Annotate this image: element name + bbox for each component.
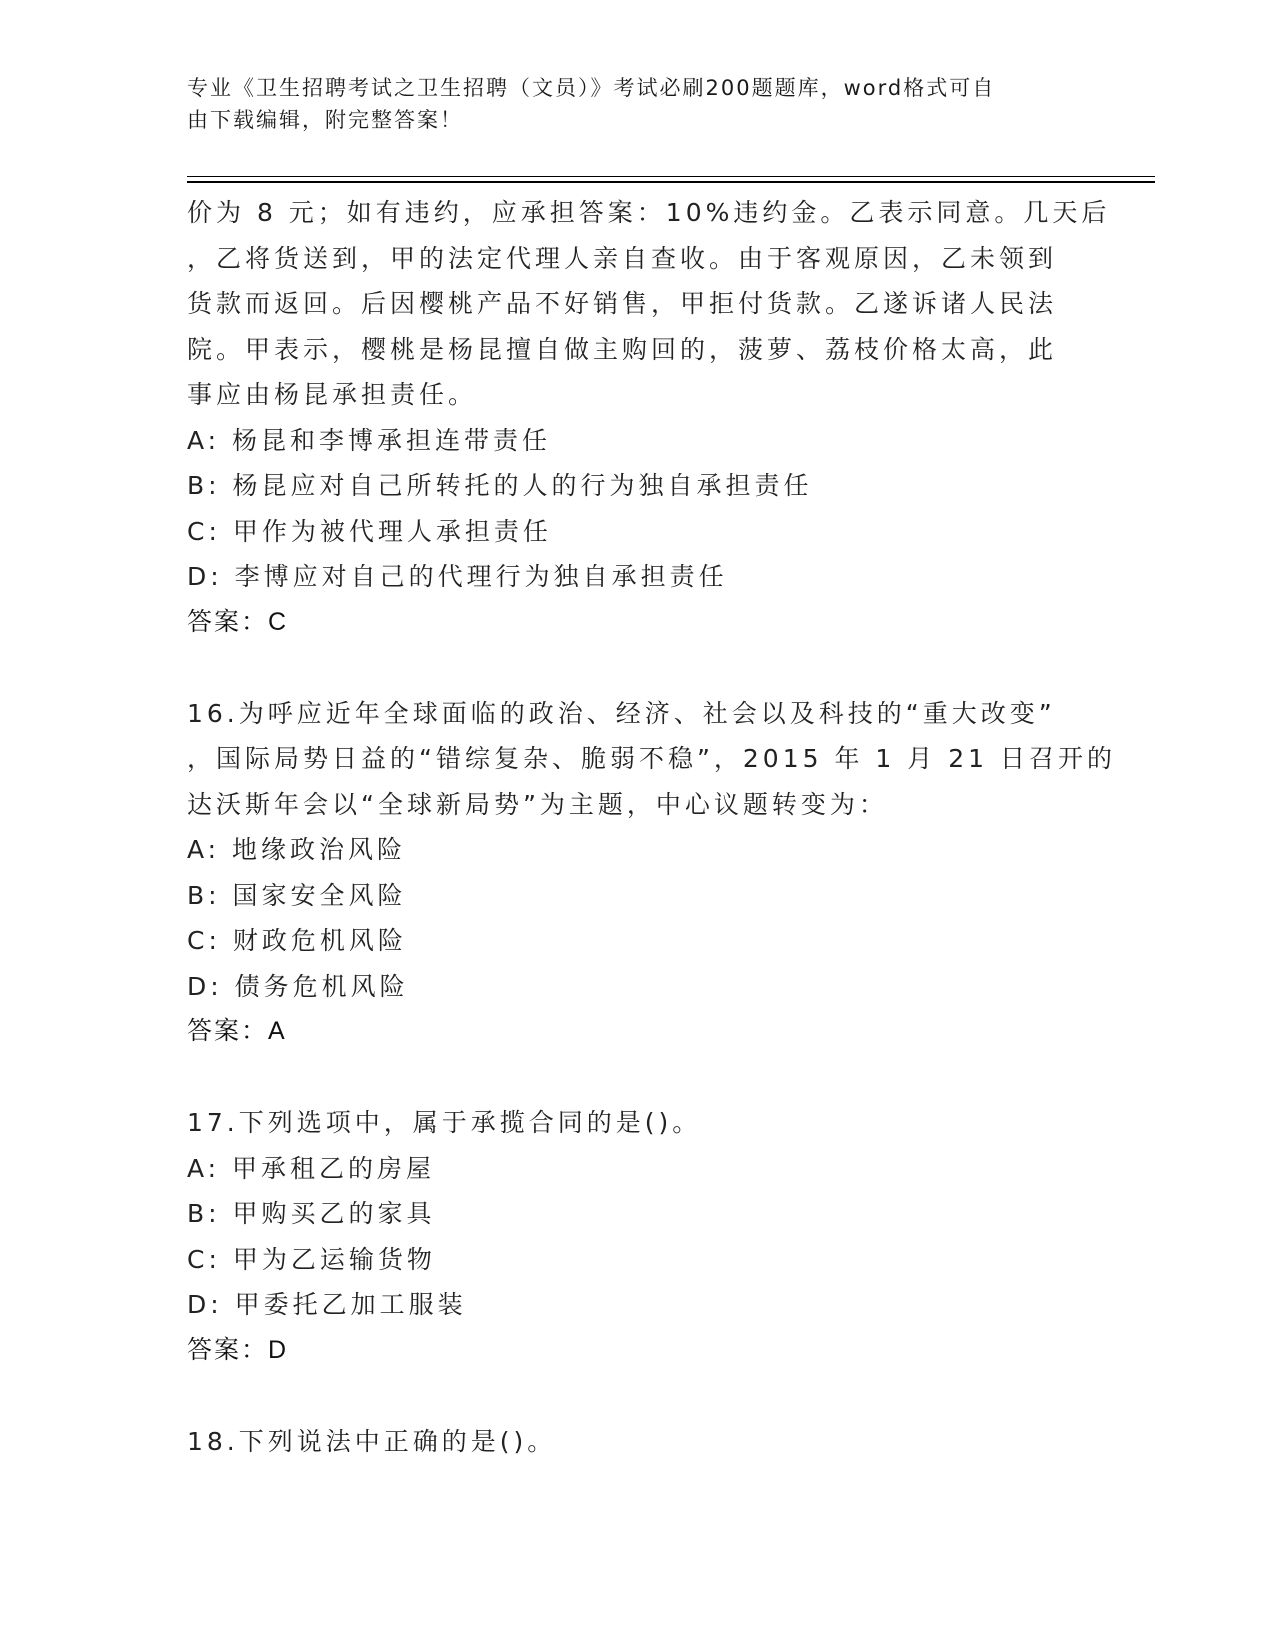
- question-content: [187, 190, 1116, 1464]
- option-d: D: 李博应对自己的代理行为独自承担责任: [187, 562, 728, 591]
- question-text-line: 达沃斯年会以“全球新局势”为主题，中心议题转变为：: [187, 789, 888, 819]
- question-17: [187, 1100, 1087, 1373]
- question-text-line: 17.下列选项中，属于承揽合同的是()。: [187, 1108, 702, 1137]
- option-c: C: 财政危机风险: [187, 926, 407, 955]
- question-text-line: 价为 8 元；如有违约，应承担答案：10%违约金。乙表示同意。几天后: [187, 198, 1111, 227]
- document-header: [187, 72, 1067, 136]
- question-text-line: 货款而返回。后因樱桃产品不好销售，甲拒付货款。乙遂诉诸人民法: [187, 289, 1058, 318]
- option-c: C: 甲作为被代理人承担责任: [187, 516, 552, 546]
- question-text-line: ，国际局势日益的“错综复杂、脆弱不稳”，2015 年 1 月 21 日召开的: [187, 744, 1116, 773]
- option-b: B: 杨昆应对自己所转托的人的行为独自承担责任: [187, 471, 813, 500]
- answer-line: 答案：A: [187, 1017, 287, 1045]
- header-rule-thick: [187, 181, 1155, 183]
- question-text-line: ，乙将货送到，甲的法定代理人亲自查收。由于客观原因，乙未领到: [187, 243, 1058, 273]
- header-line-1: 专业《卫生招聘考试之卫生招聘（文员）》考试必刷200题题库，word格式可自: [187, 76, 996, 100]
- header-line-2: 由下载编辑，附完整答案！: [187, 108, 463, 132]
- option-d: D: 甲委托乙加工服装: [187, 1290, 467, 1319]
- spacer: [187, 1055, 1087, 1101]
- option-d: D: 债务危机风险: [187, 971, 409, 1001]
- question-18: [187, 1419, 1087, 1465]
- answer-line: 答案：D: [187, 1335, 289, 1364]
- option-a: A: 甲承租乙的房屋: [187, 1153, 436, 1183]
- option-b: B: 国家安全风险: [187, 880, 407, 910]
- question-16: [187, 691, 1116, 1055]
- option-a: A: 杨昆和李博承担连带责任: [187, 425, 552, 455]
- spacer: [187, 645, 1087, 691]
- option-c: C: 甲为乙运输货物: [187, 1244, 436, 1274]
- question-text-line: 院。甲表示，樱桃是杨昆擅自做主购回的，菠萝、荔枝价格太高，此: [187, 334, 1058, 364]
- question-text-line: 事应由杨昆承担责任。: [187, 380, 478, 409]
- spacer: [187, 1373, 1087, 1419]
- option-a: A: 地缘政治风险: [187, 835, 407, 864]
- question-text-line: 16.为呼应近年全球面临的政治、经济、社会以及科技的“重大改变”: [187, 698, 1056, 728]
- header-rule-thin: [187, 176, 1155, 177]
- option-b: B: 甲购买乙的家具: [187, 1199, 436, 1228]
- question-text-line: 18.下列说法中正确的是()。: [187, 1426, 557, 1456]
- answer-line: 答案：C: [187, 607, 289, 636]
- question-15: [187, 190, 1111, 645]
